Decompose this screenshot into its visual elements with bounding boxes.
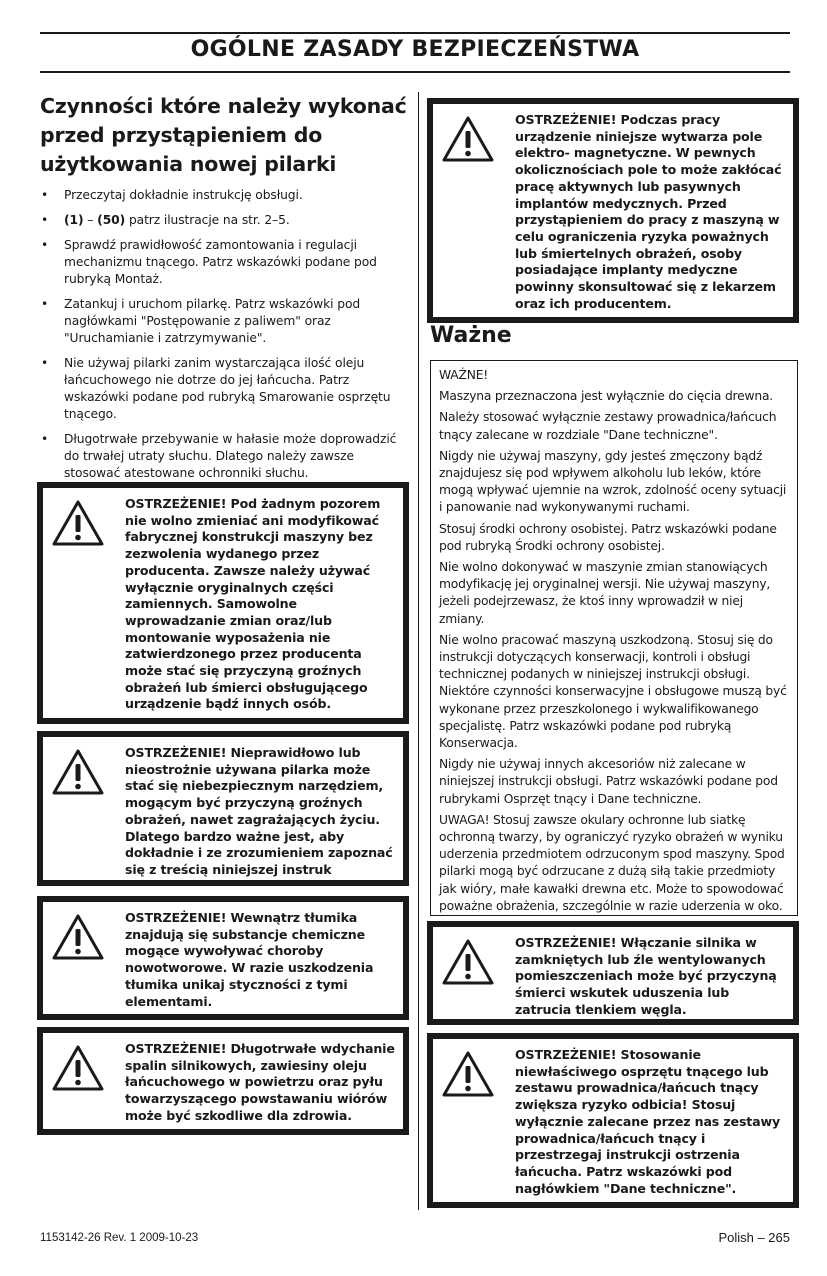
warning-text: OSTRZEŻENIE! Nieprawidłowo lub nieostrożnie używana pilarka może stać się niebezpiecznym narzędziem, mogącym być przyczyną groźnych obrażeń, nawet zagrażających życiu. Dlatego bardzo ważne jest, aby dokładnie i ze zrozumieniem zapoznać się z treścią niniejszej instruk [125,745,393,877]
warning-triangle-icon [441,112,499,311]
warning-text: OSTRZEŻENIE! Podczas pracy urządzenie niniejsze wytwarza pole elektro- magnetyczne. W pewnych okolicznościach pole to może zakłócać pracę aktywnych lub pasywnych implantów medycznych. Przed przystąpieniem do pracy z maszyną w celu ograniczenia ryzyka poważnych lub śmiertelnych obrażeń, osoby posiadające implanty medyczne powinny skonsultować się z lekarzem oraz ich producentem. [515,112,782,311]
warning-triangle-icon [51,910,109,1008]
warning-box-muffler [37,896,409,1020]
page-title: OGÓLNE ZASADY BEZPIECZEŃSTWA [190,37,640,62]
warning-triangle-icon [441,935,499,1013]
page-number: Polish – 265 [718,1230,790,1245]
warning-box-electromagnetic [427,98,799,323]
column-divider [418,92,419,1210]
warning-text: OSTRZEŻENIE! Wewnątrz tłumika znajdują się substancje chemiczne mogące wywoływać choroby nowotworowe. W razie uszkodzenia tłumika unikaj styczności z tymi elementami. [125,910,374,1009]
important-paragraph: UWAGA! Stosuj zawsze okulary ochronne lub siatkę ochronną twarzy, by ograniczyć ryzyko obrażeń w wyniku uderzenia przedmiotem odrzuconym spod maszyny. Spod pilarki mogą być odrzucane z dużą siłą takie przedmioty jak wióry, małe kawałki drewna etc. Może to spowodować poważne obrażenia, szczególnie w razie uderzenia w oko. [439,812,785,913]
list-item: • Sprawdź prawidłowość zamontowania i regulacji mechanizmu tnącego. Patrz wskazówki podane pod rubryką Montaż. [40,237,410,288]
warning-box-misuse [37,731,409,886]
warning-text: OSTRZEŻENIE! Stosowanie niewłaściwego osprzętu tnącego lub zestawu prowadnica/łańcuch tnący zwiększa ryzyko odbicia! Stosuj wyłącznie zalecane przez nas zestawy prowadnica/łańcuch tnący i przestrzegaj instrukcji ostrzenia łańcucha. Patrz wskazówki pod nagłówkiem "Dane techniczne". [515,1047,781,1196]
important-paragraph: Nie wolno dokonywać w maszynie zmian stanowiących modyfikację jej oryginalnej wersji. Nie używaj maszyny, jeżeli podejrzewasz, że ktoś inny wprowadził w niej zmiany. [439,560,771,626]
warning-text: OSTRZEŻENIE! Włączanie silnika w zamkniętych lub źle wentylowanych pomieszczeniach może być przyczyną śmierci wskutek uduszenia lub zatrucia tlenkiem węgla. [515,935,777,1017]
important-paragraph: Nigdy nie używaj maszyny, gdy jesteś zmęczony bądź znajdujesz się pod wpływem alkoholu lub leków, które mogą wpływać ujemnie na wzrok, zdolność oceny sytuacji i panowanie nad wykonywanymi ruchami. [439,448,787,515]
list-item: • Zatankuj i uruchom pilarkę. Patrz wskazówki pod nagłówkami "Postępowanie z paliwem" oraz "Uruchamianie i zatrzymywanie". [40,296,410,347]
dash: – [83,213,98,227]
left-column [40,92,410,490]
section-heading-before-use: Czynności które należy wykonać przed przystąpieniem do użytkowania nowej pilarki [40,94,407,176]
warning-box-kickback [427,1033,799,1208]
important-paragraph: Należy stosować wyłącznie zestawy prowadnica/łańcuch tnący zalecane w rozdziale "Dane techniczne". [439,410,777,442]
title-underline [40,71,790,73]
warning-box-carbon-monoxide [427,921,799,1025]
top-rule [40,32,790,34]
warning-triangle-icon [51,1041,109,1123]
important-paragraph: WAŻNE! [439,368,489,382]
list-item [40,212,410,229]
warning-box-modification [37,482,409,724]
warning-box-exhaust [37,1027,409,1135]
list-item: • Nie używaj pilarki zanim wystarczająca ilość oleju łańcuchowego nie dotrze do jej łańcucha. Patrz wskazówki podane pod rubryką Smarowanie osprzętu tnącego. [40,355,410,423]
list-item: • Długotrwałe przebywanie w hałasie może doprowadzić do trwałej utraty słuchu. Dlatego należy zawsze stosować atestowane ochronniki słuchu. [40,431,410,482]
warning-text: OSTRZEŻENIE! Pod żadnym pozorem nie wolno zmieniać ani modyfikować fabrycznej konstrukcji maszyny bez zezwolenia wydanego przez producenta. Zawsze należy używać wyłącznie oryginalnych części zamiennych. Samowolne wprowadzanie zmian oraz/lub montowanie wyposażenia nie zatwierdzonego przez producenta może stać się przyczyną groźnych obrażeń lub śmierci obsługującego urządzenie bądź innych osób. [125,496,381,712]
warning-triangle-icon [51,745,109,874]
warning-text: OSTRZEŻENIE! Długotrwałe wdychanie spalin silnikowych, zawiesiny oleju łańcuchowego w powietrzu oraz pyłu towarzyszącego powstawaniu wiórów może być szkodliwe dla zdrowia. [125,1041,395,1123]
important-paragraph: Nigdy nie używaj innych akcesoriów niż zalecane w niniejszej instrukcji obsługi. Patrz wskazówki podane pod rubrykami Osprzęt tnący i Dane techniczne. [439,757,778,806]
list-item: • Przeczytaj dokładnie instrukcję obsługi. [40,187,410,204]
figure-ref: (50) [97,213,126,227]
important-paragraph: Maszyna przeznaczona jest wyłącznie do cięcia drewna. [439,389,774,404]
warning-triangle-icon [51,496,109,712]
important-heading: Ważne [430,323,512,348]
important-paragraph: Stosuj środki ochrony osobistej. Patrz wskazówki podane pod rubryką Środki ochrony osobistej. [439,521,777,553]
figure-ref: (1) [64,213,84,227]
checklist [40,187,410,482]
warning-triangle-icon [441,1047,499,1196]
important-paragraph: Nie wolno pracować maszyną uszkodzoną. Stosuj się do instrukcji dotyczących konserwacji, kontroli i obsługi technicznej podanych w niniejszej instrukcji obsługi. Niektóre czynności konserwacyjne i obsługowe muszą być wykonane przez przeszkolonego i wykwalifikowanego specjalistę. Patrz wskazówki podane pod rubryką Konserwacja. [439,632,787,751]
important-box [430,360,798,916]
list-item-text: patrz ilustracje na str. 2–5. [128,213,290,227]
document-id: 1153142-26 Rev. 1 2009-10-23 [40,1232,199,1244]
